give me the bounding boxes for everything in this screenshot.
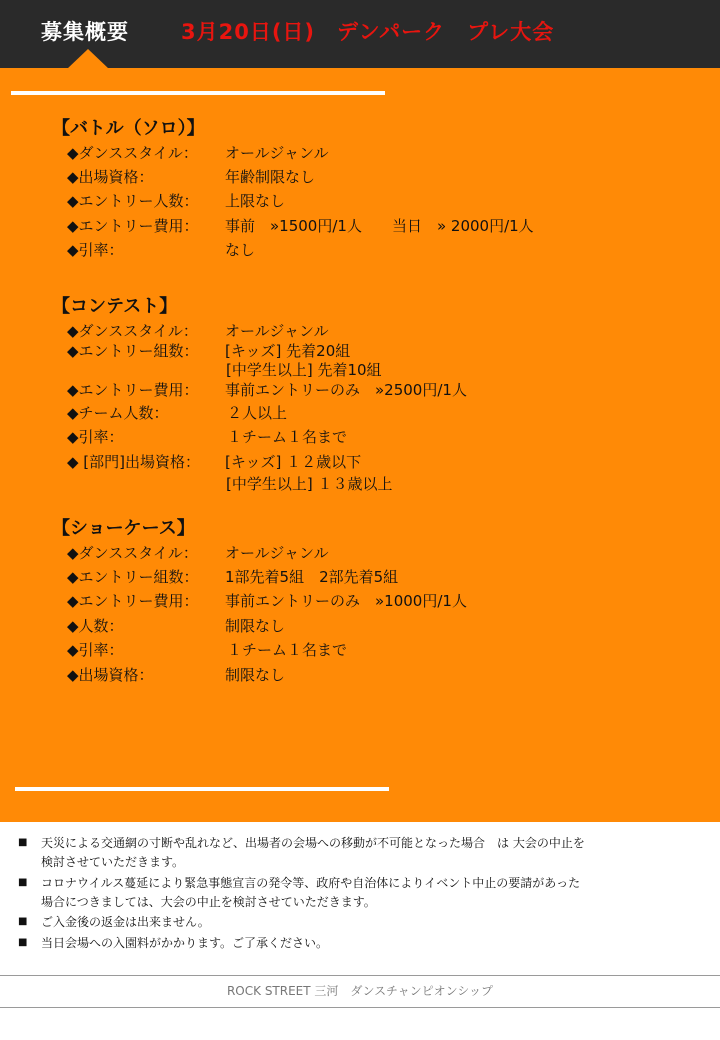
note-text: 場合につきましては、大会の中止を検討させていただきます。 xyxy=(41,895,376,909)
row-value: 年齢制限なし xyxy=(225,168,316,186)
contest-row xyxy=(67,380,467,400)
showcase-row xyxy=(67,616,286,636)
row-value-continued: [中学生以上] １３歳以上 xyxy=(226,475,393,493)
row-label: ◆ダンススタイル： xyxy=(67,322,198,340)
row-value: 事前エントリーのみ »2500円/1人 xyxy=(225,381,467,399)
row-label: ◆エントリー費用： xyxy=(67,592,199,610)
row-label: ◆エントリー費用： xyxy=(67,217,199,235)
showcase-row xyxy=(67,567,399,587)
square-bullet-icon: ■ xyxy=(18,937,28,948)
page-title: 募集概要 xyxy=(41,20,129,44)
battle-row xyxy=(67,167,316,187)
divider-top xyxy=(11,91,385,95)
contest-row xyxy=(67,427,348,447)
showcase-row xyxy=(67,665,286,685)
row-value: 上限なし xyxy=(225,192,286,210)
contest-row xyxy=(67,341,351,361)
battle-section-title: 【バトル（ソロ）】 xyxy=(52,118,205,139)
contest-row xyxy=(67,403,288,423)
header-bar xyxy=(0,0,720,68)
note-text: コロナウイルス蔓延により緊急事態宣言の発令等、政府や自治体によりイベント中止の要請があった xyxy=(41,876,581,890)
row-value: 制限なし xyxy=(225,666,286,684)
battle-row xyxy=(67,240,256,260)
note-text: ご入金後の返金は出来ません。 xyxy=(41,915,210,929)
row-label: ◆エントリー組数： xyxy=(67,342,199,360)
battle-row xyxy=(67,216,534,236)
row-label: ◆ダンススタイル： xyxy=(67,544,198,562)
row-value: 制限なし xyxy=(225,617,286,635)
row-label: ◆ [部門]出場資格： xyxy=(67,453,201,471)
row-value: オールジャンル xyxy=(225,322,329,340)
row-value: 事前エントリーのみ »1000円/1人 xyxy=(225,592,467,610)
notes-section xyxy=(0,822,720,972)
battle-row xyxy=(67,191,286,211)
row-label: ◆引率： xyxy=(67,241,124,259)
contest-row xyxy=(67,321,329,341)
divider-bottom xyxy=(15,787,389,791)
row-value: オールジャンル xyxy=(225,544,329,562)
showcase-section-title: 【ショーケース】 xyxy=(52,518,195,539)
row-value: 事前 »1500円/1人 当日 » 2000円/1人 xyxy=(225,217,534,235)
row-value: 1部先着5組 2部先着5組 xyxy=(225,568,399,586)
note-text: 天災による交通網の寸断や乱れなど、出場者の会場への移動が不可能となった場合 は 大会の中止を xyxy=(41,836,585,850)
row-value-continued: [中学生以上] 先着10組 xyxy=(226,361,382,379)
row-value: [キッズ] 先着20組 xyxy=(225,342,351,360)
row-label: ◆出場資格： xyxy=(67,666,154,684)
row-label: ◆エントリー組数： xyxy=(67,568,199,586)
square-bullet-icon: ■ xyxy=(18,837,28,848)
event-title: 3月20日(日) デンパーク プレ大会 xyxy=(181,20,555,44)
row-label: ◆ダンススタイル： xyxy=(67,144,198,162)
row-label: ◆人数： xyxy=(67,617,124,635)
row-label: ◆エントリー費用： xyxy=(67,381,199,399)
showcase-row xyxy=(67,640,348,660)
row-value: １チーム１名まで xyxy=(227,428,348,446)
row-label: ◆引率： xyxy=(67,428,124,446)
footer xyxy=(0,975,720,1008)
row-label: ◆チーム人数： xyxy=(67,404,169,422)
row-label: ◆エントリー人数： xyxy=(67,192,199,210)
note-text: 検討させていただきます。 xyxy=(41,855,185,869)
square-bullet-icon: ■ xyxy=(18,916,28,927)
contest-row xyxy=(67,452,362,472)
square-bullet-icon: ■ xyxy=(18,877,28,888)
showcase-row xyxy=(67,591,467,611)
header-pointer xyxy=(67,49,109,69)
row-value: なし xyxy=(225,241,256,259)
contest-section-title: 【コンテスト】 xyxy=(52,296,178,317)
battle-row xyxy=(67,143,329,163)
row-value: １チーム１名まで xyxy=(227,641,348,659)
footer-text: ROCK STREET 三河 ダンスチャンピオンシップ xyxy=(226,984,494,998)
row-label: ◆引率： xyxy=(67,641,124,659)
row-value: ２人以上 xyxy=(227,404,288,422)
row-label: ◆出場資格： xyxy=(67,168,154,186)
row-value: オールジャンル xyxy=(225,144,329,162)
recruitment-panel xyxy=(0,68,720,822)
note-text: 当日会場への入園料がかかります。ご了承ください。 xyxy=(41,936,329,950)
row-value: [キッズ] １２歳以下 xyxy=(225,453,362,471)
showcase-row xyxy=(67,543,329,563)
